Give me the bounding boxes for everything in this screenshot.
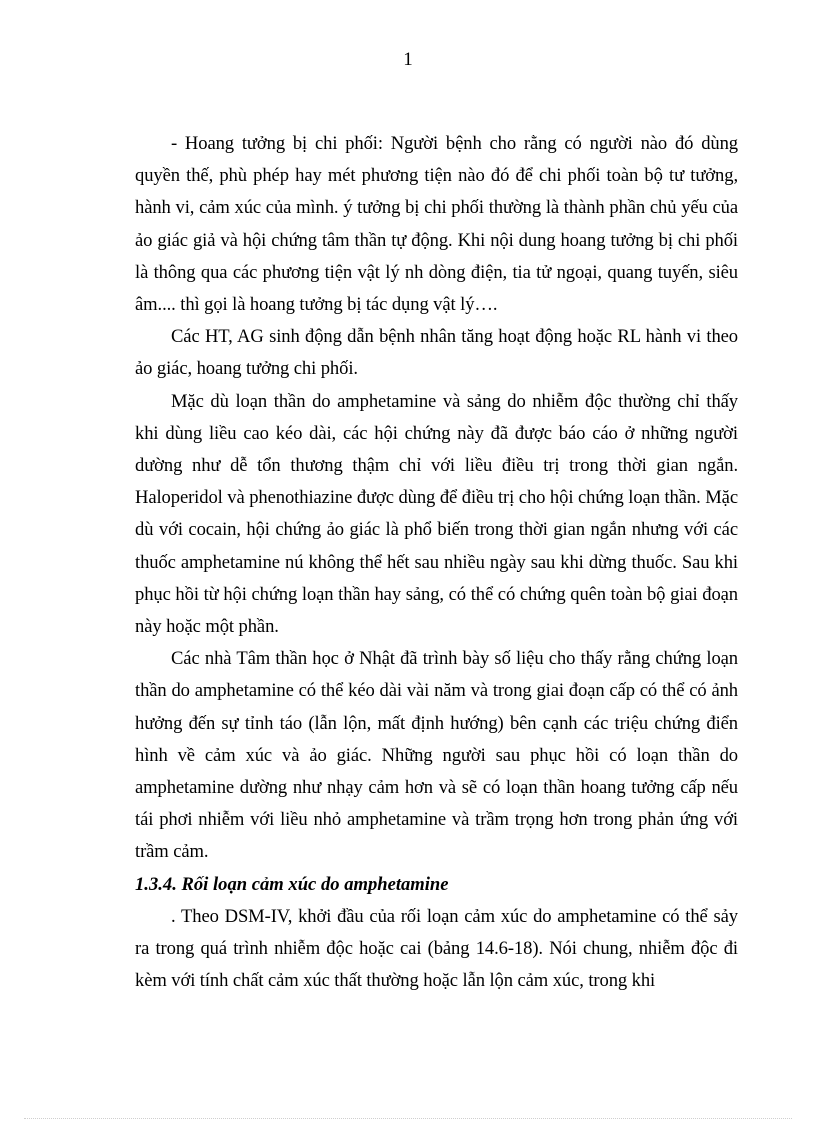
page-number: 1 (403, 49, 413, 70)
page-bottom-rule (24, 1118, 792, 1119)
section-heading: 1.3.4. Rối loạn cảm xúc do amphetamine (135, 873, 449, 895)
document-body (135, 128, 738, 997)
paragraph-japan-psychiatrists: Các nhà Tâm thần học ở Nhật đã trình bày số liệu cho thấy rằng chứng loạn thần do amphetamine có thể kéo dài vài năm và trong giai đoạn cấp có thể có ảnh hưởng đến sự tỉnh táo (lẫn lộn, mất định hướng) bên cạnh các triệu chứng điển hình về cảm xúc và ảo giác. Những người sau phục hồi có loạn thần do amphetamine dường như nhạy cảm hơn và sẽ có loạn thần hoang tưởng cấp nếu tái phơi nhiễm với liều nhỏ amphetamine và trầm trọng hơn trong phản ứng với trầm cảm. (135, 648, 738, 863)
paragraph-dsm-iv: . Theo DSM-IV, khởi đầu của rối loạn cảm xúc do amphetamine có thể sảy ra trong quá trình nhiễm độc hoặc cai (bảng 14.6-18). Nói chung, nhiễm độc đi kèm với tính chất cảm xúc thất thường hoặc lẫn lộn cảm xúc, trong khi (135, 905, 738, 992)
paragraph-amphetamine-psychosis: Mặc dù loạn thần do amphetamine và sảng do nhiễm độc thường chỉ thấy khi dùng liều cao kéo dài, các hội chứng này đã được báo cáo ở những người dường như dễ tổn thương thậm chỉ với liều điều trị trong thời gian ngắn. Haloperidol và phenothiazine được dùng để điều trị cho hội chứng loạn thần. Mặc dù với cocain, hội chứng ảo giác là phổ biến trong thời gian ngắn nhưng với các thuốc amphetamine nú không thể hết sau nhiều ngày sau khi dừng thuốc. Sau khi phục hồi từ hội chứng loạn thần hay sảng, có thể có chứng quên toàn bộ giai đoạn này hoặc một phần. (135, 390, 738, 638)
paragraph-hallucination-behavior: Các HT, AG sinh động dẫn bệnh nhân tăng hoạt động hoặc RL hành vi theo ảo giác, hoang tưởng chi phối. (135, 326, 738, 380)
paragraph-delusion-control: - Hoang tưởng bị chi phối: Người bệnh cho rằng có người nào đó dùng quyền thế, phù phép hay mét phương tiện nào đó để chi phối toàn bộ tư tưởng, hành vi, cảm xúc của mình. ý tưởng bị chi phối thường là thành phần chủ yếu của ảo giác giả và hội chứng tâm thần tự động. Khi nội dung hoang tưởng bị chi phối là thông qua các phương tiện vật lý nh dòng điện, tia tử ngoại, quang tuyến, siêu âm.... thì gọi là hoang tưởng bị tác dụng vật lý…. (135, 133, 738, 316)
